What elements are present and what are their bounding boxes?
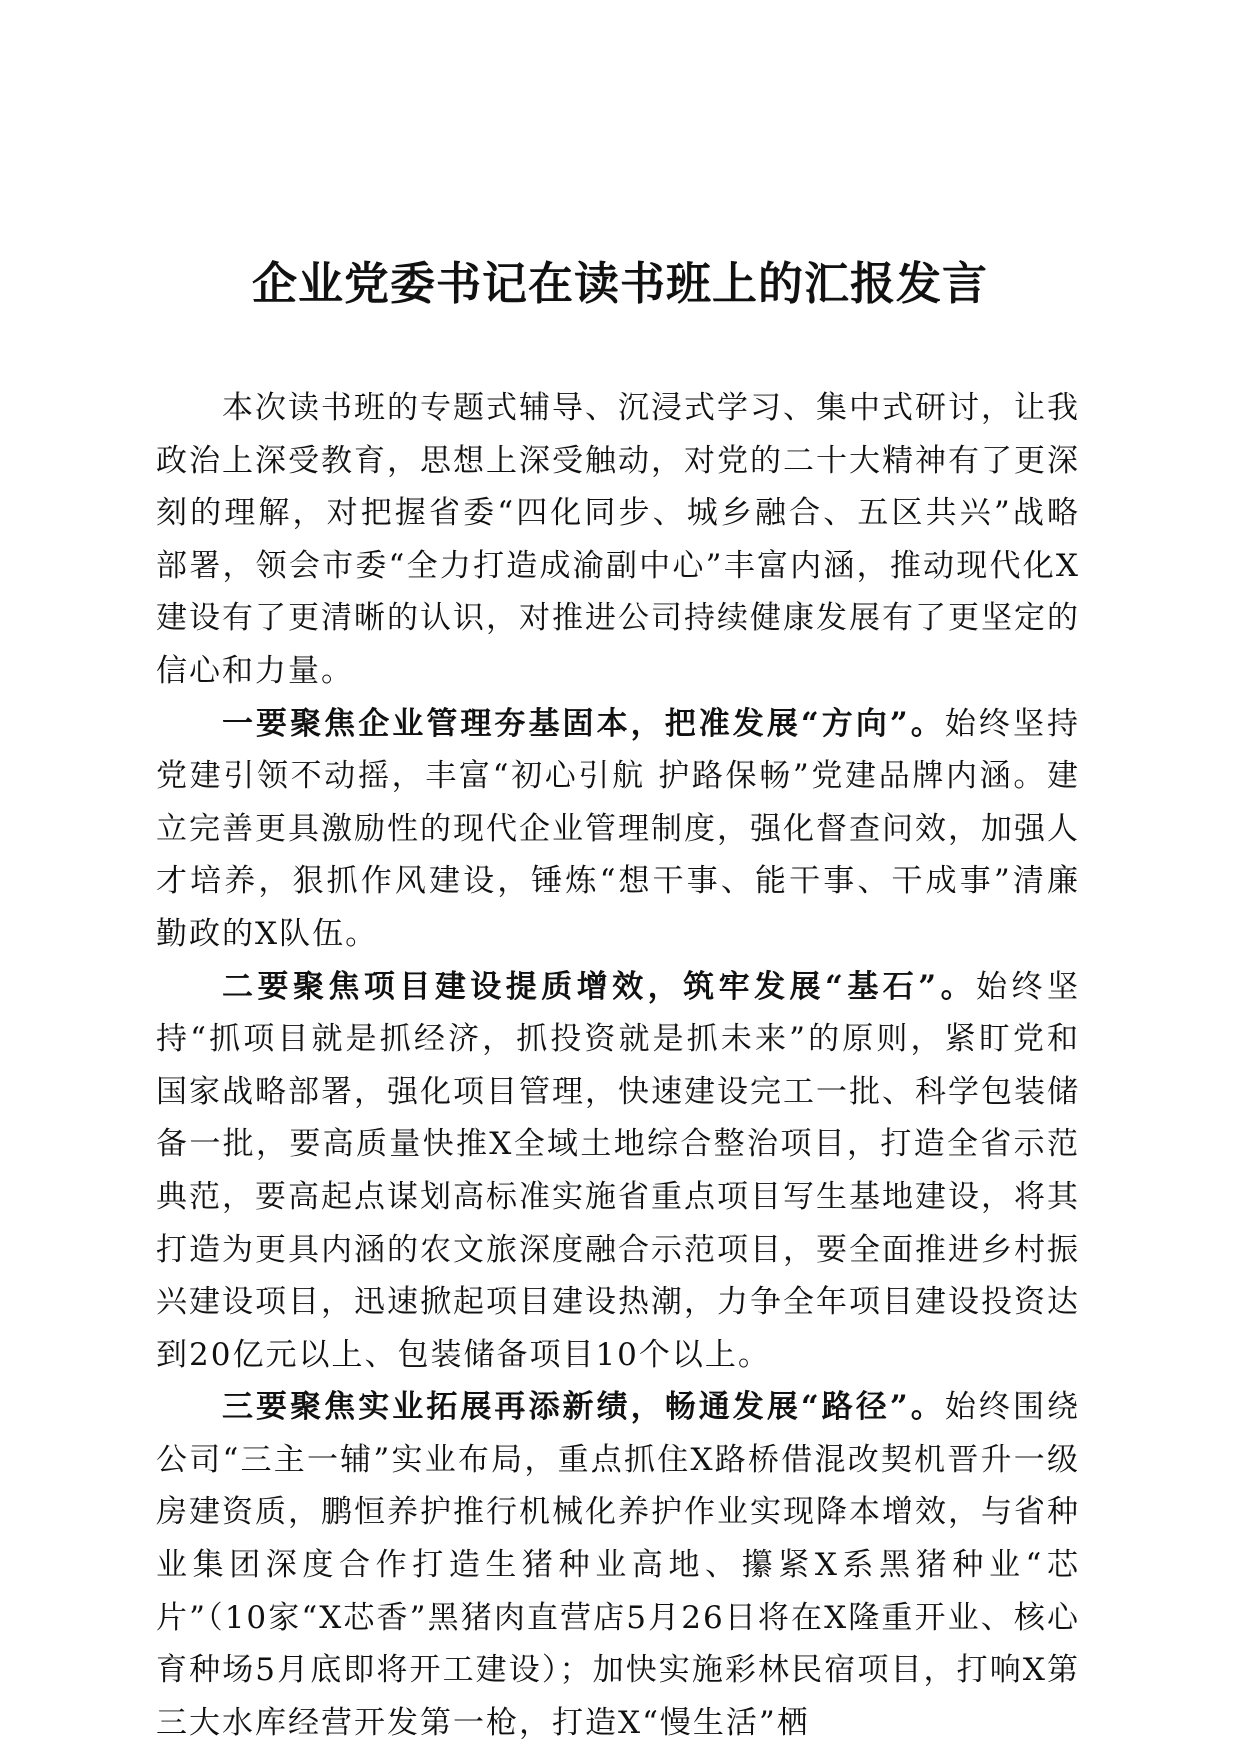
paragraph-text: 始终围绕公司“三主一辅”实业布局，重点抓住X路桥借混改契机晋升一级房建资质，鹏恒养护推行机械化养护作业实现降本增效，与省种业集团深度合作打造生猪种业高地、攥紧X系黑猪种业“芯片”（10家“X芯香”黑猪肉直营店5月26日将在X隆重开业、核心育种场5月底即将开工建设）；加快实施彩林民宿项目，打响X第三大水库经营开发第一枪，打造X“慢生活”栖 [156,1389,1081,1741]
paragraph-point-2 [156,961,1080,1382]
paragraph-text: 始终坚持党建引领不动摇，丰富“初心引航 护路保畅”党建品牌内涵。建立完善更具激励性的现代企业管理制度，强化督查问效，加强人才培养，狠抓作风建设，锤炼“想干事、能干事、干成事”清廉勤政的X队伍。 [156,705,1081,952]
document-body [156,382,1080,1749]
paragraph-point-1 [156,698,1080,961]
document-title: 企业党委书记在读书班上的汇报发言 [251,257,988,310]
paragraph-lead: 一要聚焦企业管理夯基固本，把准发展“方向”。 [222,705,945,742]
paragraph-intro [156,382,1080,698]
paragraph-point-3 [156,1381,1080,1749]
paragraph-lead: 二要聚焦项目建设提质增效，筑牢发展“基石”。 [222,968,977,1005]
paragraph-lead: 三要聚焦实业拓展再添新绩，畅通发展“路径”。 [222,1389,945,1426]
paragraph-text: 本次读书班的专题式辅导、沉浸式学习、集中式研讨，让我政治上深受教育，思想上深受触动，对党的二十大精神有了更深刻的理解，对把握省委“四化同步、城乡融合、五区共兴”战略部署，领会市委“全力打造成渝副中心”丰富内涵，推动现代化X建设有了更清晰的认识，对推进公司持续健康发展有了更坚定的信心和力量。 [156,390,1080,689]
paragraph-text: 始终坚持“抓项目就是抓经济，抓投资就是抓未来”的原则，紧盯党和国家战略部署，强化项目管理，快速建设完工一批、科学包装储备一批，要高质量快推X全域土地综合整治项目，打造全省示范典范，要高起点谋划高标准实施省重点项目写生基地建设，将其打造为更具内涵的农文旅深度融合示范项目，要全面推进乡村振兴建设项目，迅速掀起项目建设热潮，力争全年项目建设投资达到20亿元以上、包装储备项目10个以上。 [156,968,1080,1373]
